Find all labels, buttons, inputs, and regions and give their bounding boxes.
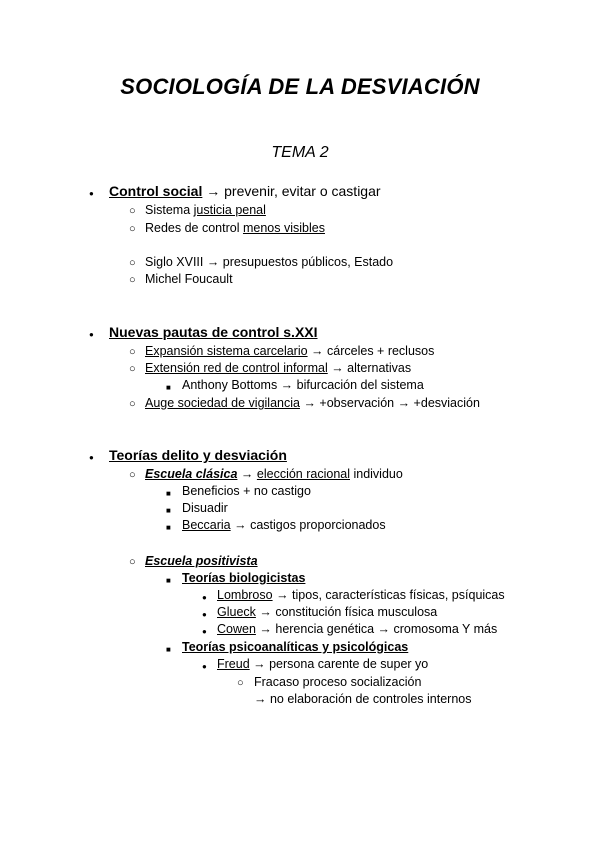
bullet-circle bbox=[129, 395, 136, 412]
list-item-text: → tipos, características físicas, psíquicas bbox=[272, 588, 505, 602]
underlined-term: justicia penal bbox=[193, 203, 266, 217]
list-item-text: → constitución física musculosa bbox=[255, 605, 438, 619]
document-subtitle: TEMA 2 bbox=[271, 144, 329, 161]
bullet-disc bbox=[89, 325, 94, 343]
bullet-disc bbox=[202, 588, 207, 606]
list-item bbox=[217, 621, 497, 637]
bullet-square bbox=[166, 484, 171, 502]
underlined-term: Extensión red de control informal bbox=[145, 361, 328, 375]
list-item bbox=[217, 587, 505, 603]
list-item bbox=[217, 656, 428, 672]
list-item-text: individuo bbox=[350, 467, 403, 481]
subsection-heading: Escuela clásica bbox=[145, 467, 238, 481]
list-item: Siglo XVIII → presupuestos públicos, Estado bbox=[145, 255, 394, 269]
list-item-text: → +observación → +desviación bbox=[299, 396, 480, 410]
list-item-text: Redes de control bbox=[145, 221, 243, 235]
bullet-square bbox=[166, 571, 171, 589]
list-item: Beneficios + no castigo bbox=[182, 484, 311, 498]
list-item bbox=[145, 360, 411, 376]
section-heading: Teorías delito y desviación bbox=[109, 447, 287, 463]
section-control-social bbox=[109, 183, 381, 199]
list-item: Anthony Bottoms → bifurcación del sistema bbox=[182, 378, 424, 392]
list-item-text: → persona carente de super yo bbox=[249, 657, 429, 671]
bullet-disc bbox=[89, 448, 94, 466]
underlined-term: Auge sociedad de vigilancia bbox=[145, 396, 300, 410]
list-item-text: → bbox=[237, 467, 257, 481]
list-item bbox=[182, 517, 386, 533]
bullet-circle bbox=[129, 254, 136, 271]
list-item-text: → herencia genética → cromosoma Y más bbox=[255, 622, 498, 636]
bullet-disc bbox=[202, 622, 207, 640]
list-item: Michel Foucault bbox=[145, 272, 233, 286]
list-item: Disuadir bbox=[182, 501, 228, 515]
section-heading: Control social bbox=[109, 183, 203, 199]
list-item bbox=[217, 604, 437, 620]
list-item-text: → castigos proporcionados bbox=[230, 518, 386, 532]
bullet-disc bbox=[89, 184, 94, 202]
bullet-circle bbox=[129, 360, 136, 377]
document-title: SOCIOLOGÍA DE LA DESVIACIÓN bbox=[120, 74, 480, 99]
underlined-term: Beccaria bbox=[182, 518, 231, 532]
underlined-term: Freud bbox=[217, 657, 250, 671]
bullet-circle bbox=[129, 202, 136, 219]
underlined-term: Lombroso bbox=[217, 588, 273, 602]
list-item-continuation: → no elaboración de controles internos bbox=[254, 692, 472, 706]
bullet-circle bbox=[129, 343, 136, 360]
bullet-square bbox=[166, 518, 171, 536]
bullet-circle bbox=[129, 220, 136, 237]
section-heading-rest: → prevenir, evitar o castigar bbox=[202, 183, 381, 199]
section-heading: Nuevas pautas de control s.XXI bbox=[109, 324, 318, 340]
underlined-term: Cowen bbox=[217, 622, 256, 636]
bullet-circle bbox=[129, 271, 136, 288]
subsection-heading: Teorías biologicistas bbox=[182, 571, 306, 585]
list-item bbox=[145, 395, 480, 411]
bullet-circle bbox=[129, 553, 136, 570]
list-item: Fracaso proceso socialización bbox=[254, 675, 422, 689]
bullet-circle bbox=[129, 466, 136, 483]
bullet-square bbox=[166, 640, 171, 658]
bullet-disc bbox=[202, 657, 207, 675]
list-item bbox=[145, 202, 266, 218]
subsection-heading: Teorías psicoanalíticas y psicológicas bbox=[182, 640, 409, 654]
list-item-text: Sistema bbox=[145, 203, 194, 217]
list-item bbox=[145, 343, 434, 359]
list-item bbox=[145, 220, 325, 236]
bullet-circle bbox=[237, 674, 244, 691]
bullet-square bbox=[166, 378, 171, 396]
underlined-term: Expansión sistema carcelario bbox=[145, 344, 308, 358]
underlined-term: Glueck bbox=[217, 605, 256, 619]
subsection-heading: Escuela positivista bbox=[145, 554, 258, 568]
list-item bbox=[145, 466, 403, 482]
list-item-text: → alternativas bbox=[327, 361, 412, 375]
underlined-term: menos visibles bbox=[242, 221, 325, 235]
bullet-disc bbox=[202, 605, 207, 623]
list-item-text: → cárceles + reclusos bbox=[307, 344, 435, 358]
underlined-term: elección racional bbox=[256, 467, 350, 481]
bullet-square bbox=[166, 501, 171, 519]
